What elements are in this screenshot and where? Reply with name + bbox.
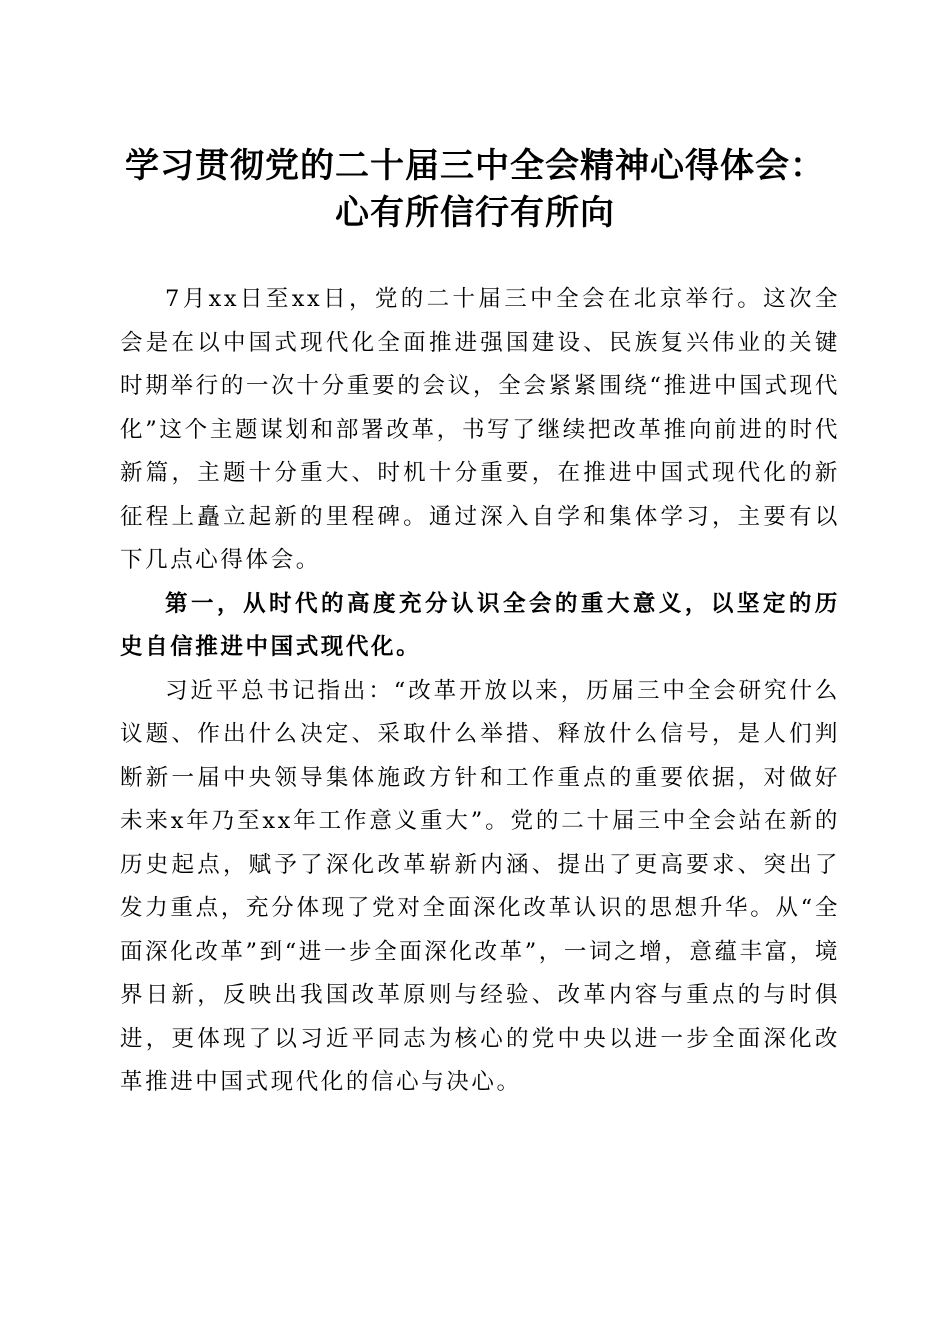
paragraph-intro: 7月xx日至xx日，党的二十届三中全会在北京举行。这次全会是在以中国式现代化全面推进强国建设、民族复兴伟业的关键时期举行的一次十分重要的会议，全会紧紧围绕“推进中国式现代化”这个主题谋划和部署改革，书写了继续把改革推向前进的时代新篇，主题十分重大、时机十分重要，在推进中国式现代化的新征程上矗立起新的里程碑。通过深入自学和集体学习，主要有以下几点心得体会。 [120, 286, 840, 573]
document-title-line-1: 学习贯彻党的二十届三中全会精神心得体会： [125, 146, 825, 186]
document-body [120, 278, 840, 1105]
paragraph-section-heading-1: 第一，从时代的高度充分认识全会的重大意义，以坚定的历史自信推进中国式现代化。 [120, 590, 840, 660]
paragraph-section-1-body: 习近平总书记指出：“改革开放以来，历届三中全会研究什么议题、作出什么决定、采取什么举措、释放什么信号，是人们判断新一届中央领导集体施政方针和工作重点的重要依据，对做好未来x年乃至xx年工作意义重大”。党的二十届三中全会站在新的历史起点，赋予了深化改革崭新内涵、提出了更高要求、突出了发力重点，充分体现了党对全面深化改革认识的思想升华。从“全面深化改革”到“进一步全面深化改革”，一词之增，意蕴丰富，境界日新，反映出我国改革原则与经验、改革内容与重点的与时俱进，更体现了以习近平同志为核心的党中央以进一步全面深化改革推进中国式现代化的信心与决心。 [120, 677, 841, 1095]
document-title-line-2: 心有所信行有所向 [335, 193, 615, 233]
